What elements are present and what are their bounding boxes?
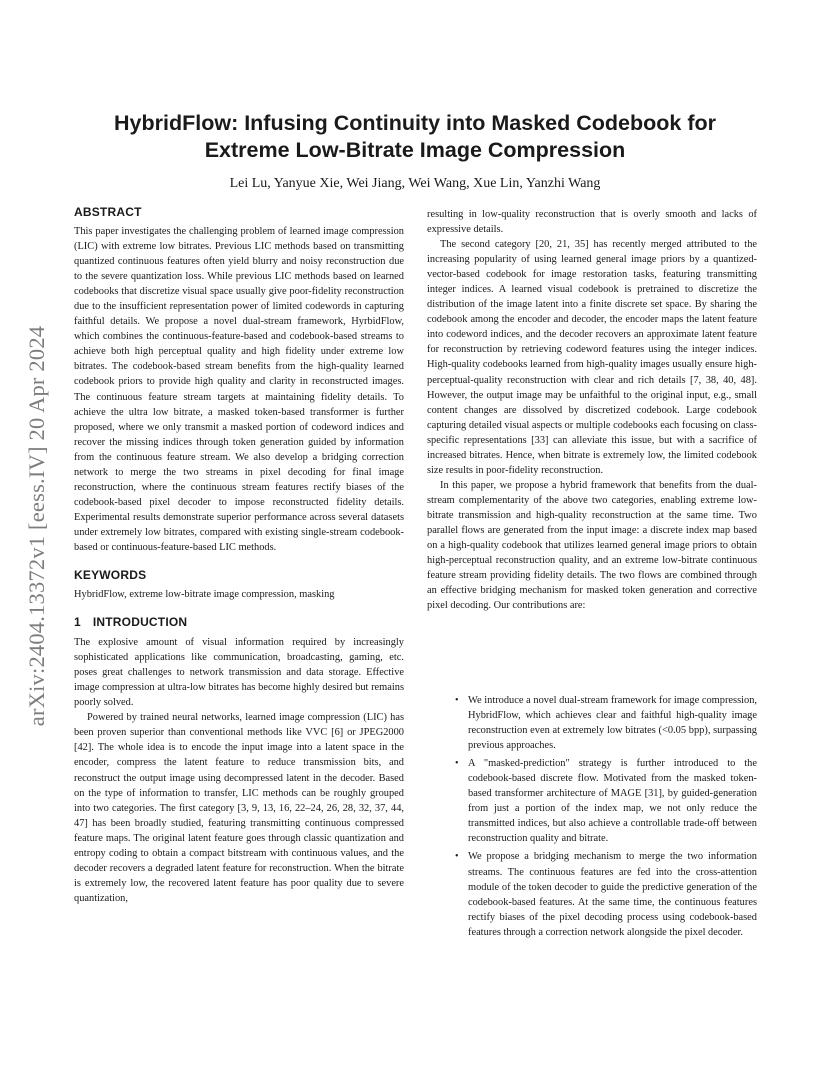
- introduction-heading: [74, 614, 404, 630]
- intro-paragraph-1: The explosive amount of visual information required by increasingly sophisticated applications like communication, broadcasting, gaming, etc. poses great challenges to network transmission and data storage. Effective image compression at ultra-low bitrates has become highly desired but remains poorly solved.: [74, 637, 404, 709]
- keywords-heading: KEYWORDS: [74, 568, 147, 583]
- contribution-item: [452, 756, 757, 846]
- bullet-icon: •: [455, 851, 459, 863]
- right-column: [427, 207, 757, 613]
- intro-paragraph-3: The second category [20, 21, 35] has recently merged attributed to the increasing popularity of using learned general image priors by a quantized-vector-based codebook for image restoration tasks, featuring transmitting integer indices. A learned visual codebook is pretrained to discretize the distribution of the image latent into a finite discrete set space. By sharing the codebook among the encoder and decoder, the encoder maps the latent feature into codeword indices, and the decoder recovers an approximate latent feature for reconstruction by retrieving codeword features using the integer indices. High-quality codebooks learned from high-quality images usually ensure high-perceptual-quality reconstruction with clear and rich details [7, 38, 40, 48]. However, the output image may be unfaithful to the original input, e.g., small content changes are dissolved by discretized codebook. Large codebook capturing detailed visual aspects or multiple codebooks each focusing on class-specific representations [33] can alleviate this issue, but with a sacrifice of increased bitrates. Hence, when bitrate is extremely low, the limited codebook size results in poor-fidelity reconstruction.: [427, 239, 757, 476]
- section-title: INTRODUCTION: [92, 615, 188, 630]
- contribution-text: A "masked-prediction" strategy is further introduced to the codebook-based discrete flow. Motivated from the masked token-based transformer architecture of MAGE [31], by guided-generation from just a portion of the index map, we not only reduce the transmitted indices, but also achieve a controllable trade-off between reconstruction quality and bitrate.: [468, 758, 757, 845]
- arxiv-identifier-text: arXiv:2404.13372v1 [eess.IV] 20 Apr 2024: [24, 325, 49, 727]
- intro-paragraph-2: Powered by trained neural networks, learned image compression (LIC) has been proven superior than conventional methods like VVC [6] or JPEG2000 [42]. The whole idea is to encode the input image into a latent space in the encoder, compress the latent feature to reduce transmission bits, and reconstruct the output image using decompressed latent in the decoder. Based on the type of information to transfer, LIC methods can be roughly grouped into two categories. The first category [3, 9, 13, 16, 22–24, 26, 28, 32, 37, 44, 47] has been broadly studied, featuring transmitting continuous compressed feature maps. The original latent feature goes through classic quantization and entropy coding to obtain a compact bitstream with continuous values, and the decoder recovers a degraded latent feature for reconstruction. When the bitrate is extremely low, the recovered latent feature has poor quality due to severe quantization,: [74, 712, 404, 904]
- paper-authors: Lei Lu, Yanyue Xie, Wei Jiang, Wei Wang, Xue Lin, Yanzhi Wang: [229, 176, 601, 191]
- keywords-text: HybridFlow, extreme low-bitrate image compression, masking: [74, 589, 335, 601]
- contributions-list: [452, 693, 757, 943]
- intro-paragraph-4: In this paper, we propose a hybrid framework that benefits from the dual-stream complementarity of the above two categories, enabling extreme low-bitrate transmission and high-quality reconstruction at the same time. Two parallel flows are generated from the input image: a discrete index map based on a high-quality codebook that utilizes learned general image priors to obtain high-perceptual reconstruction quality, and an extreme low-bitrate continuous feature stream providing fidelity details. The two flows are combined through an effective bridging mechanism for masked token generation and corrective pixel decoding. Our contributions are:: [427, 479, 757, 612]
- paper-title-line-2: Extreme Low-Bitrate Image Compression: [204, 138, 626, 162]
- abstract-heading: ABSTRACT: [74, 205, 142, 219]
- paper-title: [74, 110, 756, 164]
- paper-title-line-1: HybridFlow: Infusing Continuity into Masked Codebook for: [114, 111, 716, 135]
- contribution-text: We propose a bridging mechanism to merge the two information streams. The continuous features are fed into the cross-attention module of the token decoder to guide the predictive generation of the codebook-based features. At the same time, the continuous features rectify biases of the pixel decoding process using codebook-based features through a correction network alongside the pixel decoder.: [468, 851, 757, 938]
- contribution-item: [452, 693, 757, 753]
- bullet-icon: •: [455, 758, 459, 770]
- intro-paragraph-2-continued: resulting in low-quality reconstruction that is overly smooth and lacks of expressive details.: [427, 209, 757, 236]
- arxiv-identifier-stamp: [22, 282, 52, 770]
- contribution-text: We introduce a novel dual-stream framework for image compression, HybridFlow, which achieves clear and faithful high-quality image reconstruction even at extremely low bitrates (<0.05 bpp), surpassing previous approaches.: [468, 695, 757, 752]
- left-column: [74, 204, 404, 906]
- contribution-item: [452, 849, 757, 939]
- section-number: 1: [74, 615, 81, 630]
- abstract-text: This paper investigates the challenging problem of learned image compression (LIC) with extreme low bitrates. Previous LIC methods based on transmitting quantized continuous features often yield blurry and noisy reconstruction due to the severe quantization loss. While previous LIC methods based on learned codebooks that discretize visual space usually give poor-fidelity reconstruction due to the insufficient representation power of limited codewords in capturing faithful details. We propose a novel dual-stream framework, HyrbidFlow, which combines the continuous-feature-based and codebook-based streams to achieve both high perceptual quality and high fidelity under extreme low bitrates. The codebook-based stream benefits from the high-quality learned codebook priors to provide high quality and clarity in reconstructed images. The continuous feature stream targets at maintaining fidelity details. To achieve the ultra low bitrate, a masked token-based transformer is further proposed, where we only transmit a masked portion of codeword indices and recover the missing indices through token generation guided by information from the continuous feature stream. We also develop a bridging correction network to merge the two streams in pixel decoding for final image reconstruction, where the continuous stream features rectify biases of the codebook-based pixel decoder to impose reconstructed fidelity details. Experimental results demonstrate superior performance across several datasets under extremely low bitrates, compared with existing single-stream codebook-based or continuous-feature-based LIC methods.: [74, 226, 404, 553]
- bullet-icon: •: [455, 695, 459, 706]
